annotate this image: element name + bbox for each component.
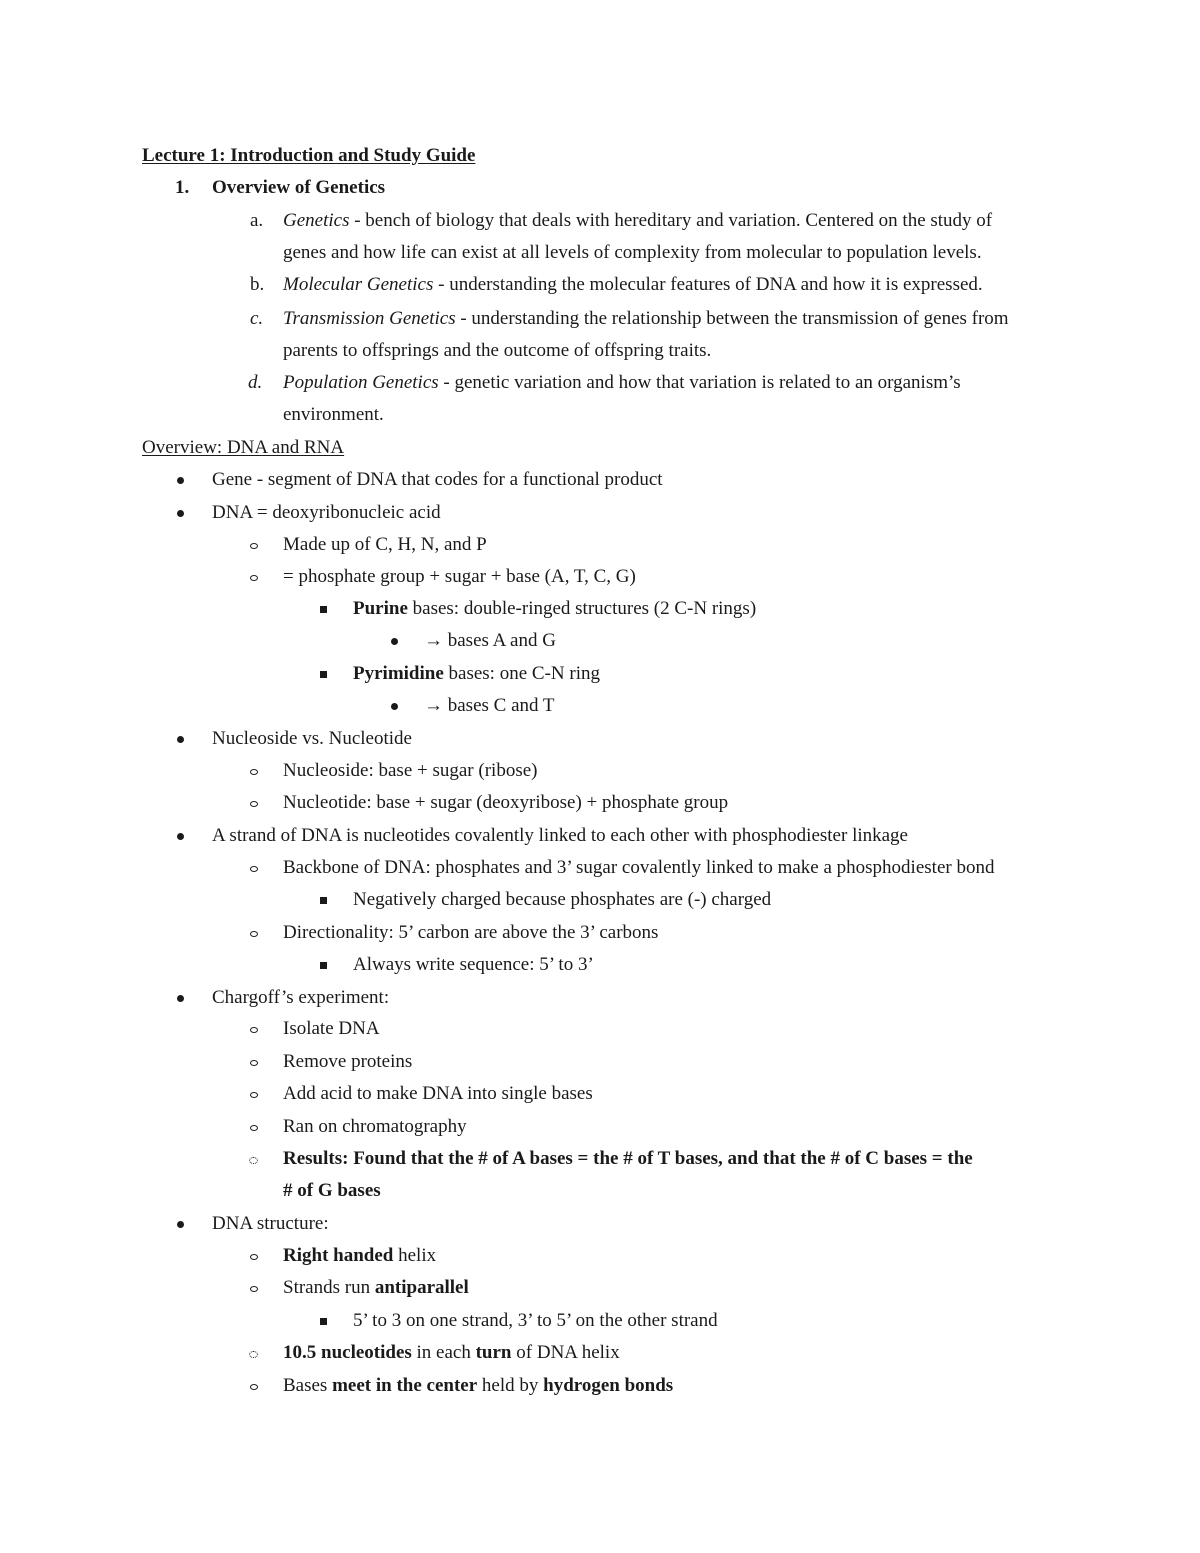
list-item: Directionality: 5’ carbon are above the 3’ carbons <box>283 922 659 943</box>
list-item: Negatively charged because phosphates are (-) charged <box>353 889 772 910</box>
list-item: Nucleoside vs. Nucleotide <box>212 728 412 749</box>
circle-bullet-icon <box>250 1027 258 1033</box>
circle-bullet-icon <box>250 1286 258 1292</box>
list-item: Ran on chromatography <box>283 1116 467 1137</box>
circle-bullet-icon <box>250 1060 258 1066</box>
list-item: A strand of DNA is nucleotides covalently linked to each other with phosphodiester linkage <box>212 825 908 846</box>
list-item: Pyrimidine bases: one C-N ring <box>353 663 600 684</box>
list-item: Population Genetics - genetic variation and how that variation is related to an organism’s <box>283 372 961 393</box>
list-item: Strands run antiparallel <box>283 1277 469 1298</box>
bullet-icon <box>391 638 398 645</box>
bullet-icon <box>177 477 184 484</box>
page-title: Lecture 1: Introduction and Study Guide <box>142 145 476 166</box>
section-number: 1. <box>175 177 190 198</box>
list-item: Nucleoside: base + sugar (ribose) <box>283 760 538 781</box>
list-item-continuation: # of G bases <box>283 1180 381 1201</box>
circle-bullet-icon <box>250 1092 258 1098</box>
circle-bullet-icon <box>250 866 258 872</box>
list-marker: a. <box>250 210 264 231</box>
bullet-icon <box>177 1221 184 1228</box>
list-item: Bases meet in the center held by hydrogen bonds <box>283 1375 674 1396</box>
list-item: DNA = deoxyribonucleic acid <box>212 502 441 523</box>
list-item: Remove proteins <box>283 1051 413 1072</box>
square-bullet-icon <box>320 897 327 904</box>
list-item: Isolate DNA <box>283 1018 380 1039</box>
list-item: → bases A and G <box>424 630 556 651</box>
list-item: 10.5 nucleotides in each turn of DNA helix <box>283 1342 620 1363</box>
square-bullet-icon <box>320 1318 327 1325</box>
circle-bullet-icon <box>250 543 258 549</box>
list-item-continuation: genes and how life can exist at all levels of complexity from molecular to population levels. <box>283 242 982 263</box>
list-item: Always write sequence: 5’ to 3’ <box>353 954 594 975</box>
list-item: Right handed helix <box>283 1245 437 1266</box>
bullet-icon <box>177 995 184 1002</box>
list-item-continuation: parents to offsprings and the outcome of offspring traits. <box>283 340 712 361</box>
list-item: = phosphate group + sugar + base (A, T, C, G) <box>283 566 636 587</box>
list-item: DNA structure: <box>212 1213 329 1234</box>
circle-bullet-icon <box>250 1254 258 1260</box>
list-item: Chargoff’s experiment: <box>212 987 390 1008</box>
list-item: Molecular Genetics - understanding the molecular features of DNA and how it is expressed. <box>283 274 983 295</box>
section-heading: Overview: DNA and RNA <box>142 437 345 458</box>
circle-bullet-icon <box>250 769 258 775</box>
list-item: → bases C and T <box>424 695 555 716</box>
circle-bullet-icon <box>250 931 258 937</box>
list-item: Backbone of DNA: phosphates and 3’ sugar covalently linked to make a phosphodiester bond <box>283 857 995 878</box>
list-item: Made up of C, H, N, and P <box>283 534 487 555</box>
circle-bullet-icon <box>250 1125 258 1131</box>
list-marker: d. <box>248 372 263 393</box>
list-item-continuation: environment. <box>283 404 384 425</box>
list-item: Genetics - bench of biology that deals with hereditary and variation. Centered on the study of <box>283 210 993 231</box>
circle-bullet-icon <box>250 1384 258 1390</box>
dotted-circle-bullet-icon <box>249 1351 258 1358</box>
list-marker: c. <box>250 308 264 329</box>
bullet-icon <box>177 510 184 517</box>
list-item: 5’ to 3 on one strand, 3’ to 5’ on the other strand <box>353 1310 718 1331</box>
list-item: Results: Found that the # of A bases = the # of T bases, and that the # of C bases = the <box>283 1148 973 1169</box>
square-bullet-icon <box>320 962 327 969</box>
bullet-icon <box>177 736 184 743</box>
circle-bullet-icon <box>250 801 258 807</box>
square-bullet-icon <box>320 606 327 613</box>
list-item: Nucleotide: base + sugar (deoxyribose) + phosphate group <box>283 792 729 813</box>
list-item: Add acid to make DNA into single bases <box>283 1083 593 1104</box>
dotted-circle-bullet-icon <box>249 1157 258 1164</box>
list-item: Transmission Genetics - understanding the relationship between the transmission of genes from <box>283 308 1009 329</box>
list-item: Purine bases: double-ringed structures (2 C-N rings) <box>353 598 757 619</box>
square-bullet-icon <box>320 671 327 678</box>
bullet-icon <box>391 703 398 710</box>
list-marker: b. <box>250 274 265 295</box>
circle-bullet-icon <box>250 575 258 581</box>
bullet-icon <box>177 833 184 840</box>
section-heading: Overview of Genetics <box>212 177 386 198</box>
list-item: Gene - segment of DNA that codes for a functional product <box>212 469 663 490</box>
